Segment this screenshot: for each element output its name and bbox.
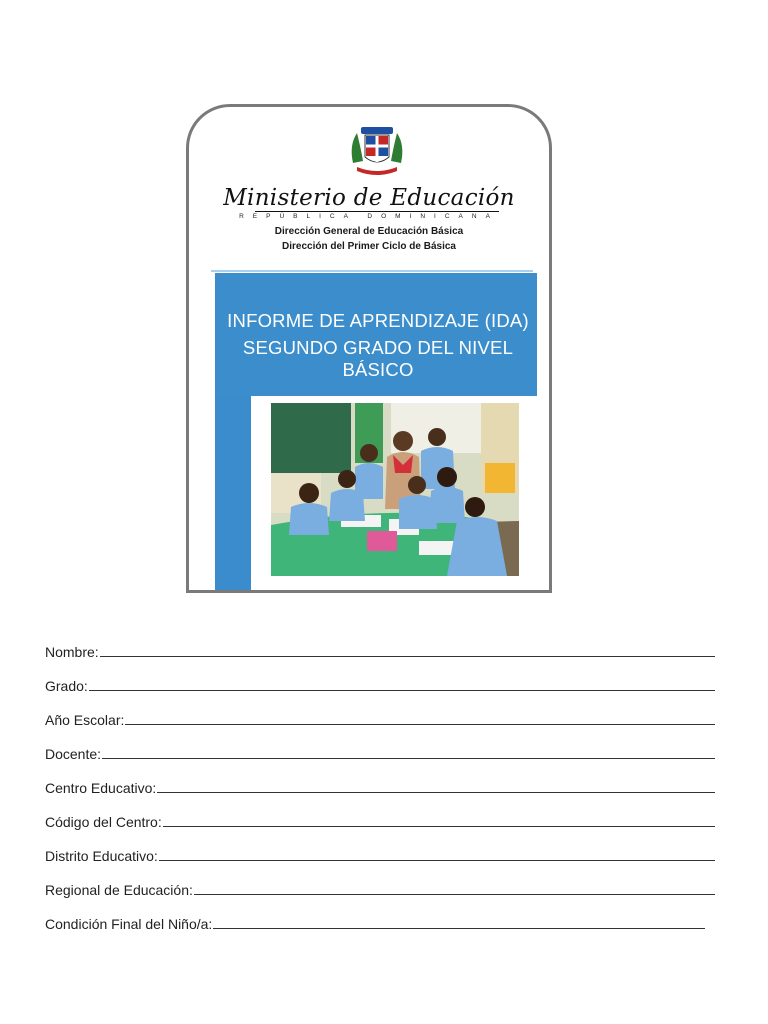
- field-label: Año Escolar:: [45, 712, 125, 728]
- student-info-form: [45, 626, 715, 932]
- fill-in-line[interactable]: [159, 860, 715, 861]
- field-label: Nombre:: [45, 644, 99, 660]
- fill-in-line[interactable]: [194, 894, 715, 895]
- fill-in-line[interactable]: [163, 826, 715, 827]
- field-label: Distrito Educativo:: [45, 848, 158, 864]
- classroom-photo: [271, 403, 519, 576]
- field-condicion-final[interactable]: [45, 898, 715, 932]
- field-label: Centro Educativo:: [45, 780, 157, 796]
- fill-in-line[interactable]: [102, 758, 715, 759]
- field-label: Condición Final del Niño/a:: [45, 916, 213, 932]
- field-distrito-educativo[interactable]: [45, 830, 715, 864]
- report-title-banner: [219, 273, 537, 396]
- direction-first-cycle: Dirección del Primer Ciclo de Básica: [282, 241, 456, 252]
- field-nombre[interactable]: [45, 626, 715, 660]
- field-label: Regional de Educación:: [45, 882, 193, 898]
- field-regional-educacion[interactable]: [45, 864, 715, 898]
- country-name: REPÚBLICA DOMINICANA: [239, 213, 499, 220]
- field-label: Código del Centro:: [45, 814, 162, 830]
- field-grado[interactable]: [45, 660, 715, 694]
- ministry-title: Ministerio de Educación: [223, 185, 515, 211]
- field-ano-escolar[interactable]: [45, 694, 715, 728]
- field-label: Grado:: [45, 678, 88, 694]
- field-docente[interactable]: [45, 728, 715, 762]
- report-title-line-1: INFORME DE APRENDIZAJE (IDA): [227, 310, 529, 331]
- banner-accent-line: [211, 270, 533, 272]
- fill-in-line[interactable]: [213, 928, 705, 929]
- direction-general: Dirección General de Educación Básica: [274, 226, 464, 237]
- title-underline: [255, 211, 499, 212]
- fill-in-line[interactable]: [125, 724, 715, 725]
- fill-in-line[interactable]: [157, 792, 715, 793]
- field-codigo-centro[interactable]: [45, 796, 715, 830]
- field-centro-educativo[interactable]: [45, 762, 715, 796]
- coat-of-arms-icon: [347, 123, 407, 179]
- field-label: Docente:: [45, 746, 102, 762]
- report-cover: [186, 104, 552, 593]
- fill-in-line[interactable]: [100, 656, 715, 657]
- report-title-line-2: SEGUNDO GRADO DEL NIVEL BÁSICO: [242, 337, 514, 380]
- fill-in-line[interactable]: [89, 690, 715, 691]
